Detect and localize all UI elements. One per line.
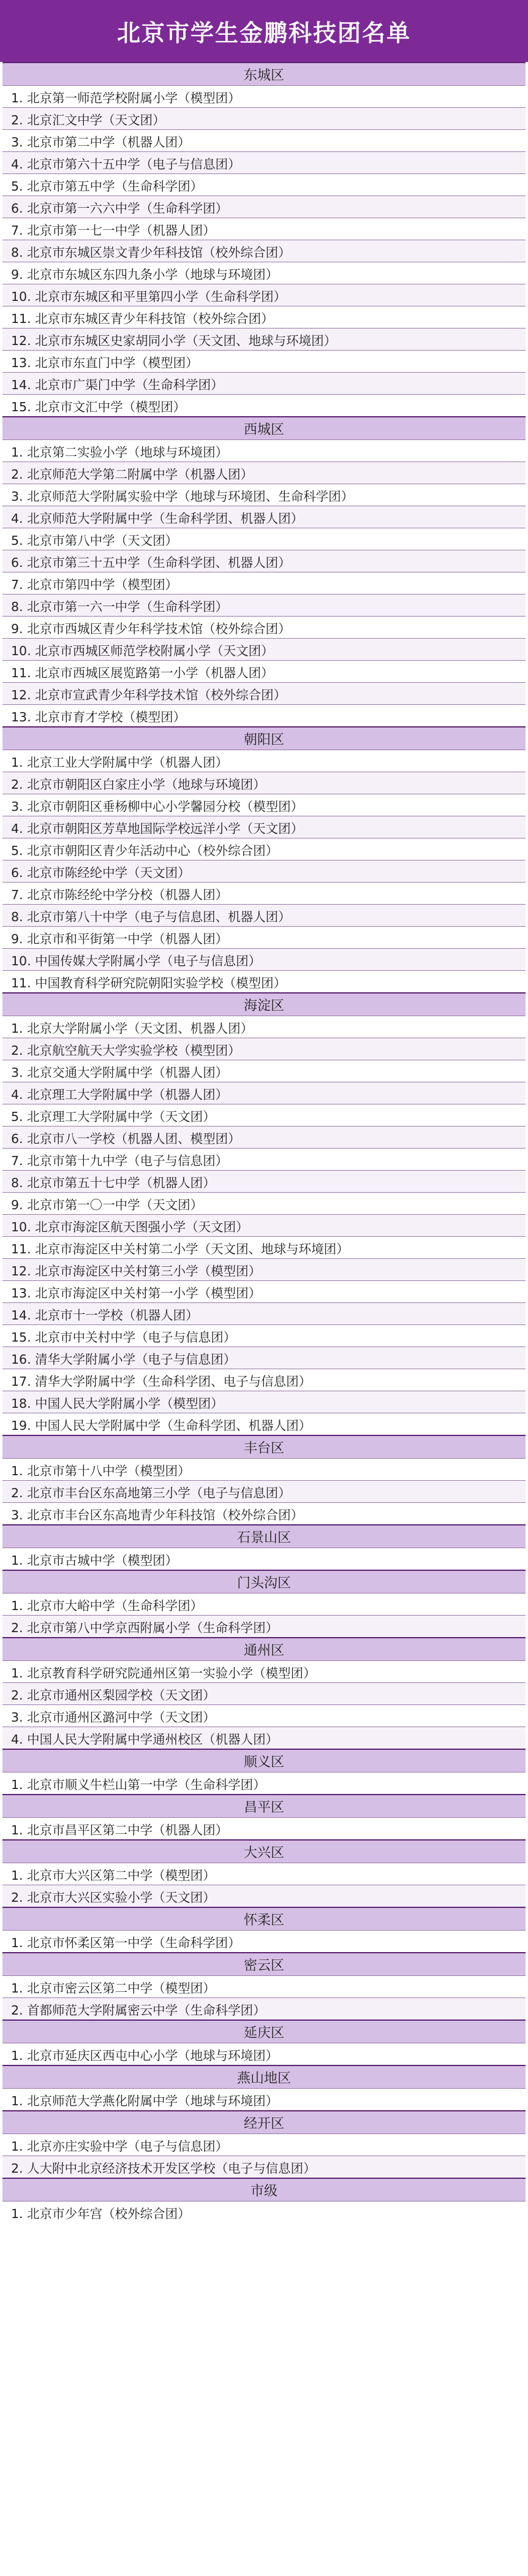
school-row: 13. 北京市海淀区中关村第一小学（模型团） [2,1280,526,1302]
school-row: 8. 北京市第五十七中学（机器人团） [2,1170,526,1192]
school-row: 1. 北京师范大学燕化附属中学（地球与环境团） [2,2088,526,2110]
school-row: 8. 北京市第八十中学（电子与信息团、机器人团） [2,904,526,926]
school-row: 6. 北京市陈经纶中学（天文团） [2,860,526,882]
school-row: 2. 北京市丰台区东高地第三小学（电子与信息团） [2,1480,526,1502]
school-row: 2. 北京市朝阳区白家庄小学（地球与环境团） [2,772,526,794]
school-row: 13. 北京市东直门中学（模型团） [2,350,526,372]
school-row: 7. 北京市第四中学（模型团） [2,572,526,594]
school-row: 15. 北京市文汇中学（模型团） [2,394,526,416]
school-row: 3. 北京市丰台区东高地青少年科技馆（校外综合团） [2,1502,526,1524]
school-row: 2. 北京航空航天大学实验学校（模型团） [2,1038,526,1060]
school-row: 8. 北京市东城区崇文青少年科技馆（校外综合团） [2,240,526,262]
school-row: 1. 北京市大兴区第二中学（模型团） [2,1863,526,1885]
section-header: 通州区 [2,1637,526,1660]
page-title: 北京市学生金鹏科技团名单 [0,0,528,62]
school-row: 11. 北京市西城区展览路第一小学（机器人团） [2,660,526,682]
school-row: 7. 北京市第一七一中学（机器人团） [2,218,526,240]
section-header: 门头沟区 [2,1570,526,1593]
section-header: 朝阳区 [2,726,526,750]
section-header: 西城区 [2,416,526,439]
school-row: 1. 北京第二实验小学（地球与环境团） [2,439,526,462]
section-header: 顺义区 [2,1749,526,1772]
school-row: 17. 清华大学附属中学（生命科学团、电子与信息团） [2,1369,526,1391]
school-row: 19. 中国人民大学附属中学（生命科学团、机器人团） [2,1413,526,1435]
school-row: 1. 北京市大峪中学（生命科学团） [2,1593,526,1615]
school-row: 7. 北京市陈经纶中学分校（机器人团） [2,882,526,904]
school-row: 12. 北京市海淀区中关村第三小学（模型团） [2,1258,526,1280]
school-row: 12. 北京市东城区史家胡同小学（天文团、地球与环境团） [2,328,526,350]
school-row: 11. 北京市海淀区中关村第二小学（天文团、地球与环境团） [2,1236,526,1258]
school-row: 10. 中国传媒大学附属小学（电子与信息团） [2,948,526,970]
school-row: 12. 北京市宣武青少年科学技术馆（校外综合团） [2,682,526,704]
school-row: 1. 北京市怀柔区第一中学（生命科学团） [2,1930,526,1952]
school-row: 1. 北京市昌平区第二中学（机器人团） [2,1817,526,1839]
school-row: 4. 北京理工大学附属中学（机器人团） [2,1082,526,1104]
school-row: 11. 中国教育科学研究院朝阳实验学校（模型团） [2,970,526,992]
school-row: 3. 北京市朝阳区垂杨柳中心小学馨园分校（模型团） [2,794,526,816]
district-list [0,62,528,2223]
school-row: 2. 首都师范大学附属密云中学（生命科学团） [2,1997,526,2019]
school-row: 3. 北京交通大学附属中学（机器人团） [2,1060,526,1082]
school-row: 2. 北京市通州区梨园学校（天文团） [2,1682,526,1704]
section-header: 大兴区 [2,1839,526,1863]
section-header: 昌平区 [2,1794,526,1817]
section-header: 市级 [2,2178,526,2201]
school-row: 5. 北京市朝阳区青少年活动中心（校外综合团） [2,838,526,860]
school-row: 9. 北京市和平街第一中学（机器人团） [2,926,526,948]
school-row: 11. 北京市东城区青少年科技馆（校外综合团） [2,306,526,328]
school-row: 4. 北京市朝阳区芳草地国际学校远洋小学（天文团） [2,816,526,838]
school-row: 1. 北京亦庄实验中学（电子与信息团） [2,2133,526,2156]
school-row: 5. 北京市第八中学（天文团） [2,528,526,550]
school-row: 4. 中国人民大学附属中学通州校区（机器人团） [2,1727,526,1749]
section-header: 丰台区 [2,1435,526,1458]
section-header: 石景山区 [2,1524,526,1548]
school-row: 1. 北京市延庆区西屯中心小学（地球与环境团） [2,2043,526,2065]
school-row: 1. 北京工业大学附属中学（机器人团） [2,750,526,772]
school-row: 8. 北京市第一六一中学（生命科学团） [2,594,526,616]
school-row: 3. 北京市第二中学（机器人团） [2,129,526,151]
school-row: 1. 北京市第十八中学（模型团） [2,1458,526,1480]
school-row: 3. 北京师范大学附属实验中学（地球与环境团、生命科学团） [2,484,526,506]
section-header: 海淀区 [2,992,526,1016]
school-row: 14. 北京市十一学校（机器人团） [2,1302,526,1324]
school-row: 15. 北京市中关村中学（电子与信息团） [2,1324,526,1347]
school-row: 1. 北京大学附属小学（天文团、机器人团） [2,1016,526,1038]
school-row: 7. 北京市第十九中学（电子与信息团） [2,1148,526,1170]
school-row: 2. 北京师范大学第二附属中学（机器人团） [2,462,526,484]
school-row: 13. 北京市育才学校（模型团） [2,704,526,726]
school-row: 9. 北京市东城区东四九条小学（地球与环境团） [2,262,526,284]
school-row: 5. 北京市第五中学（生命科学团） [2,173,526,196]
school-row: 1. 北京市密云区第二中学（模型团） [2,1975,526,1997]
section-header: 东城区 [2,62,526,85]
section-header: 怀柔区 [2,1907,526,1930]
school-row: 1. 北京市顺义牛栏山第一中学（生命科学团） [2,1772,526,1794]
school-row: 9. 北京市西城区青少年科学技术馆（校外综合团） [2,616,526,638]
school-row: 6. 北京市第一六六中学（生命科学团） [2,196,526,218]
section-header: 经开区 [2,2110,526,2133]
school-row: 1. 北京市古城中学（模型团） [2,1548,526,1570]
school-row: 16. 清华大学附属小学（电子与信息团） [2,1347,526,1369]
school-row: 10. 北京市东城区和平里第四小学（生命科学团） [2,284,526,306]
school-row: 1. 北京教育科学研究院通州区第一实验小学（模型团） [2,1660,526,1682]
school-row: 14. 北京市广渠门中学（生命科学团） [2,372,526,394]
school-row: 6. 北京市八一学校（机器人团、模型团） [2,1126,526,1148]
school-row: 2. 人大附中北京经济技术开发区学校（电子与信息团） [2,2156,526,2178]
school-row: 18. 中国人民大学附属小学（模型团） [2,1391,526,1413]
school-row: 1. 北京市少年宫（校外综合团） [2,2201,526,2223]
school-row: 4. 北京师范大学附属中学（生命科学团、机器人团） [2,506,526,528]
section-header: 燕山地区 [2,2065,526,2088]
school-row: 10. 北京市西城区师范学校附属小学（天文团） [2,638,526,660]
school-row: 6. 北京市第三十五中学（生命科学团、机器人团） [2,550,526,572]
school-row: 5. 北京理工大学附属中学（天文团） [2,1104,526,1126]
school-row: 2. 北京汇文中学（天文团） [2,107,526,129]
school-row: 1. 北京第一师范学校附属小学（模型团） [2,85,526,107]
school-row: 2. 北京市第八中学京西附属小学（生命科学团） [2,1615,526,1637]
school-row: 4. 北京市第六十五中学（电子与信息团） [2,151,526,173]
school-row: 2. 北京市大兴区实验小学（天文团） [2,1885,526,1907]
school-row: 3. 北京市通州区潞河中学（天文团） [2,1704,526,1727]
school-row: 9. 北京市第一〇一中学（天文团） [2,1192,526,1214]
section-header: 延庆区 [2,2019,526,2043]
school-row: 10. 北京市海淀区航天图强小学（天文团） [2,1214,526,1236]
section-header: 密云区 [2,1952,526,1975]
